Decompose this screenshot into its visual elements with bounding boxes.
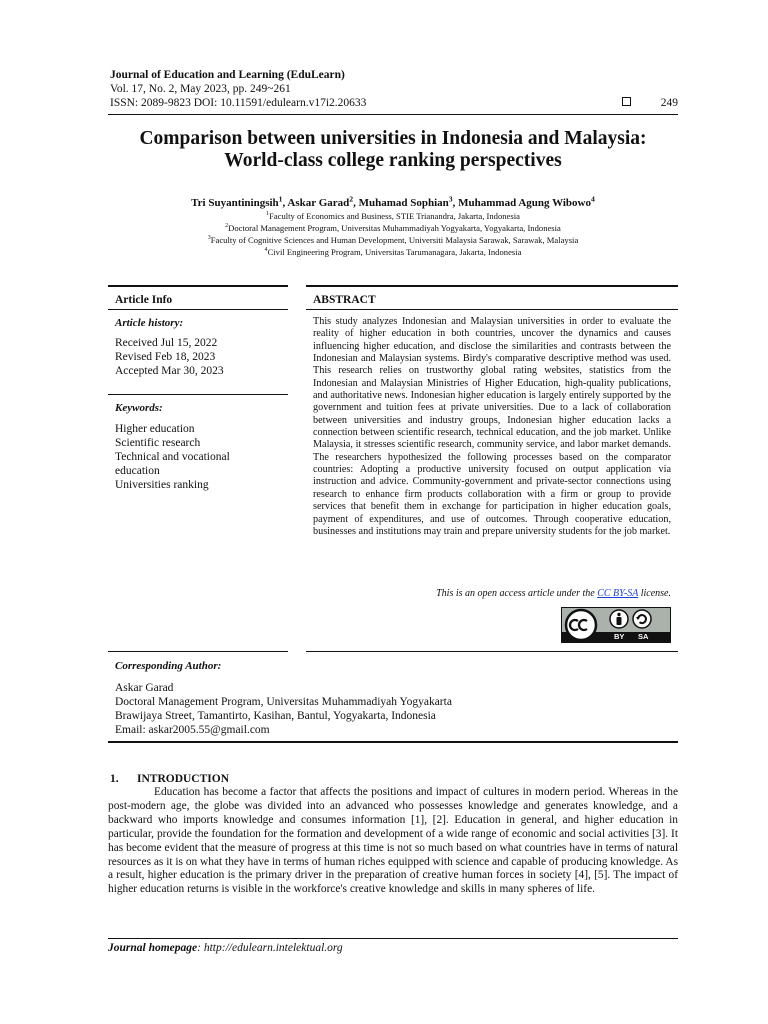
affiliation <box>108 211 678 223</box>
keyword: Universities ranking <box>115 479 209 491</box>
corresponding-name: Askar Garad <box>115 682 174 694</box>
paper-title <box>108 128 678 172</box>
footer-label: Journal homepage <box>108 942 198 954</box>
affiliation-text: Doctoral Management Program, Universitas Muhammadiyah Yogyakarta, Yogyakarta, Indonesia <box>228 223 561 233</box>
open-access-notice <box>313 588 671 600</box>
author-name: Muhammad Agung Wibowo <box>458 197 591 209</box>
keywords-rule <box>108 394 288 395</box>
received-date: Received Jul 15, 2022 <box>115 337 218 349</box>
footer-sep: : <box>197 942 204 954</box>
by-head <box>617 613 620 616</box>
abstract-text <box>313 316 671 538</box>
author-sup: 1 <box>278 194 283 204</box>
introduction-body <box>108 786 678 897</box>
keyword: Scientific research <box>115 437 201 449</box>
corresponding-label: Corresponding Author: <box>115 660 222 672</box>
journal-name: Journal of Education and Learning (EduLearn) <box>110 69 345 81</box>
abstract-heading: ABSTRACT <box>313 294 376 306</box>
footer-url[interactable]: http://edulearn.intelektual.org <box>203 942 343 954</box>
footer-rule <box>108 938 678 939</box>
article-history-label: Article history: <box>115 317 184 329</box>
article-info-heading: Article Info <box>115 294 173 306</box>
open-access-suffix: license. <box>638 588 671 599</box>
sa-icon <box>633 610 651 628</box>
affiliation-sup: 3 <box>207 235 211 242</box>
affiliation-text: Civil Engineering Program, Universitas Tarumanagara, Jakarta, Indonesia <box>267 247 522 257</box>
corresponding-affiliation: Doctoral Management Program, Universitas Muhammadiyah Yogyakarta <box>115 696 452 708</box>
badge-by-label: BY <box>614 632 625 641</box>
section-number: 1. <box>110 773 119 785</box>
author-name: Muhamad Sophian <box>358 197 449 209</box>
introduction-paragraph: Education has become a factor that affects the positions and impact of cultures in modern period. Whereas in the post-modern age, the globe was divided into an advanced who possesses knowledge and generates knowledge, and a backward who imports knowledge and consumes information [1], [2]. Education in general, and higher education in particular, provide the foundation for the formation and development of a wide range of economic and social activities [3]. It has become evident that the measure of progress at this time is not so much based on what countries have in terms of natural resources as it is on what they have in terms of human riches equipped with science and capable of producing knowledge. As a result, higher education is the primary driver in the preparation of creative human forces in society [4], [5]. The impact of higher education returns is visible in the workforce's creative knowledge and skills in many spheres of life. <box>108 786 678 896</box>
corresponding-address: Brawijaya Street, Tamantirto, Kasihan, Bantul, Yogyakarta, Indonesia <box>115 710 436 722</box>
corresponding-bottom-rule <box>108 741 678 743</box>
keyword: education <box>115 465 160 477</box>
author-sup: 2 <box>349 194 354 204</box>
journal-issn-doi: ISSN: 2089-9823 DOI: 10.11591/edulearn.v17i2.20633 <box>110 97 367 109</box>
article-info-rule <box>108 309 288 310</box>
by-body <box>617 617 622 625</box>
author-name: Askar Garad <box>287 197 350 209</box>
affiliation-sup: 1 <box>266 211 270 218</box>
badge-sa-label: SA <box>638 632 649 641</box>
abstract-top-rule <box>306 285 678 287</box>
section-heading: INTRODUCTION <box>137 773 230 785</box>
abstract-bottom-rule <box>306 651 678 652</box>
abstract-rule <box>306 309 678 310</box>
page-number: 249 <box>660 97 678 109</box>
keywords-label: Keywords: <box>115 402 163 414</box>
header-rule <box>108 114 678 115</box>
journal-homepage <box>108 941 343 955</box>
cc-by-sa-badge[interactable] <box>561 607 671 643</box>
affiliation-text: Faculty of Cognitive Sciences and Human Development, Universiti Malaysia Sarawak, Sarawak, Malaysia <box>210 235 579 245</box>
license-link[interactable]: CC BY-SA <box>597 588 639 599</box>
title-line-2: World-class college ranking perspectives <box>224 150 562 171</box>
affiliation-sup: 4 <box>264 247 268 254</box>
title-line-1: Comparison between universities in Indonesia and Malaysia: <box>139 128 647 149</box>
author-name: Tri Suyantiningsih <box>191 197 279 209</box>
journal-volume: Vol. 17, No. 2, May 2023, pp. 249~261 <box>110 83 291 95</box>
author-list: Tri Suyantiningsih$^1$, Askar Garad$^2$, Muhamad Sophian$^3$, Muhammad Agung Wibowo$^4$ <box>191 194 595 209</box>
article-info-top-rule <box>108 285 288 287</box>
abstract-paragraph: This study analyzes Indonesian and Malaysian universities in order to evaluate the reality of higher education in both countries, uncover the dynamics and causes influencing higher education, and disclose the similarities and contrasts between the Indonesian and Malaysian systems. Birdy's comparative descriptive method was used. This research relies on trustworthy global rating websites, statistics from the Indonesian and Malaysian Ministries of Higher Education, high-quality publications, and authoritative news. Indonesian higher education is largely entirely supported by the government and tuition fees at private universities. Due to a lack of collaboration between universities and industry groups, Indonesian higher education lacks a connection between scientific research, technical education, and the job market. Unlike Malaysia, it stresses scientific research, community service, and labor market demands. The researchers hypothesized the following processes based on the comparator countries: Adopting a productive university focused on output application via instruction and advice. Community-government and private-sector connections using research to enhance firm products collaboration with a firm or group to provide services that benefit them in exchange for participation in higher education goals, payment of expenditures, and use of outcomes. Through cooperative education, businesses and institutions may train and prepare university students for the job market. <box>313 316 671 537</box>
affiliation <box>108 247 678 259</box>
affiliation-text: Faculty of Economics and Business, STIE Trianandra, Jakarta, Indonesia <box>269 211 520 221</box>
keyword: Higher education <box>115 423 195 435</box>
affiliation <box>108 223 678 235</box>
checkbox-icon <box>622 97 631 106</box>
accepted-date: Accepted Mar 30, 2023 <box>115 365 224 377</box>
author-sup: 3 <box>448 194 453 204</box>
keyword: Technical and vocational <box>115 451 230 463</box>
corresponding-email[interactable]: Email: askar2005.55@gmail.com <box>115 724 270 736</box>
article-info-bottom-rule <box>108 651 288 652</box>
affiliation <box>108 235 678 247</box>
open-access-prefix: This is an open access article under the <box>436 588 598 599</box>
author-sup: 4 <box>591 194 595 204</box>
affiliation-sup: 2 <box>225 223 229 230</box>
revised-date: Revised Feb 18, 2023 <box>115 351 216 363</box>
